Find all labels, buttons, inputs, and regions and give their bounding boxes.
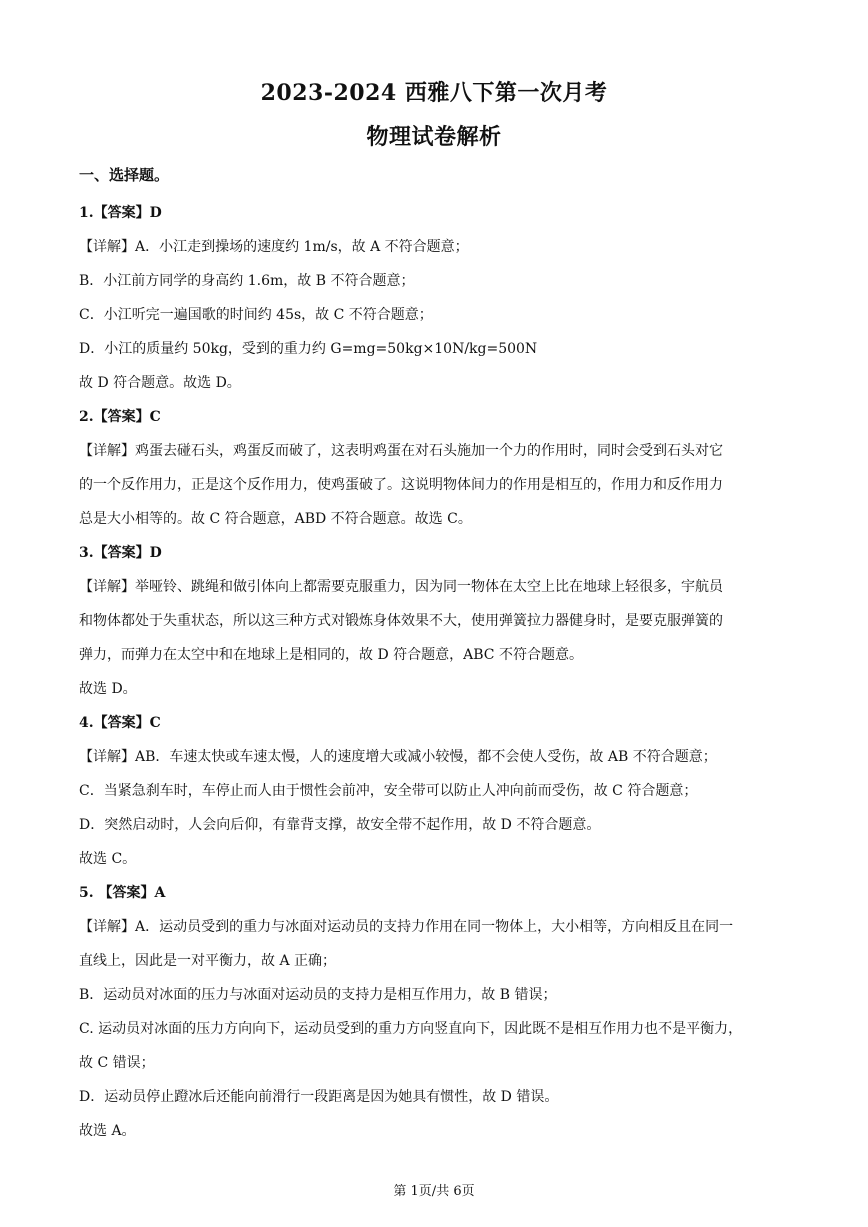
q5-line: C. 运动员对冰面的压力方向向下，运动员受到的重力方向竖直向下，因此既不是相互作用力也不是平衡力， [79,1021,743,1037]
q3-line: 和物体都处于失重状态，所以这三种方式对锻炼身体效果不大，使用弹簧拉力器健身时，是要克服弹簧的 [79,613,723,629]
q3-line: 故选 D。 [79,681,137,697]
q1-line: 故 D 符合题意。故选 D。 [79,375,241,391]
q3-line: 【详解】举哑铃、跳绳和做引体向上都需要克服重力，因为同一物体在太空上比在地球上轻很多，宇航员 [79,579,723,595]
q2-line: 【详解】鸡蛋去碰石头，鸡蛋反而破了，这表明鸡蛋在对石头施加一个力的作用时，同时会受到石头对它 [79,443,723,459]
q4-answer: 4.【答案】C [79,715,161,731]
q2-line: 的一个反作用力，正是这个反作用力，使鸡蛋破了。这说明物体间力的作用是相互的，作用力和反作用力 [79,477,723,493]
q5-line: 直线上，因此是一对平衡力，故 A 正确； [79,953,337,969]
q3-answer: 3.【答案】D [79,545,162,561]
q1-answer: 1.【答案】D [79,205,162,221]
q5-answer: 5. 【答案】A [79,885,166,901]
document-subtitle: 物理试卷解析 [366,124,502,150]
q1-line: D．小江的质量约 50kg，受到的重力约 G=mg=50kg×10N/kg=500N [79,341,538,357]
q4-line: 故选 C。 [79,851,137,867]
q5-line: 【详解】A．运动员受到的重力与冰面对运动员的支持力作用在同一物体上，大小相等，方向相反且在同一 [79,919,734,935]
q4-line: 【详解】AB．车速太快或车速太慢，人的速度增大或减小较慢，都不会使人受伤，故 AB 不符合题意； [79,749,717,765]
q2-answer: 2.【答案】C [79,409,161,425]
q1-line: 【详解】A．小江走到操场的速度约 1m/s，故 A 不符合题意； [79,239,469,255]
q1-line: B．小江前方同学的身高约 1.6m，故 B 不符合题意； [79,273,415,289]
section-title: 一、选择题。 [79,166,170,184]
document-title: 2023-2024 西雅八下第一次月考 [260,80,608,106]
q4-line: D．突然启动时，人会向后仰，有靠背支撑，故安全带不起作用，故 D 不符合题意。 [79,817,601,833]
q2-line: 总是大小相等的。故 C 符合题意，ABD 不符合题意。故选 C。 [79,511,472,527]
q5-line: 故 C 错误； [79,1055,155,1071]
page-footer: 第 1页/共 6页 [393,1184,475,1199]
q5-line: B．运动员对冰面的压力与冰面对运动员的支持力是相互作用力，故 B 错误； [79,987,557,1003]
q3-line: 弹力，而弹力在太空中和在地球上是相同的，故 D 符合题意，ABC 不符合题意。 [79,647,583,663]
q5-line: 故选 A。 [79,1123,136,1139]
q5-line: D．运动员停止蹬冰后还能向前滑行一段距离是因为她具有惯性，故 D 错误。 [79,1089,559,1105]
q4-line: C．当紧急刹车时，车停止而人由于惯性会前冲，安全带可以防止人冲向前而受伤，故 C 符合题意； [79,783,698,799]
q1-line: C．小江听完一遍国歌的时间约 45s，故 C 不符合题意； [79,307,433,323]
